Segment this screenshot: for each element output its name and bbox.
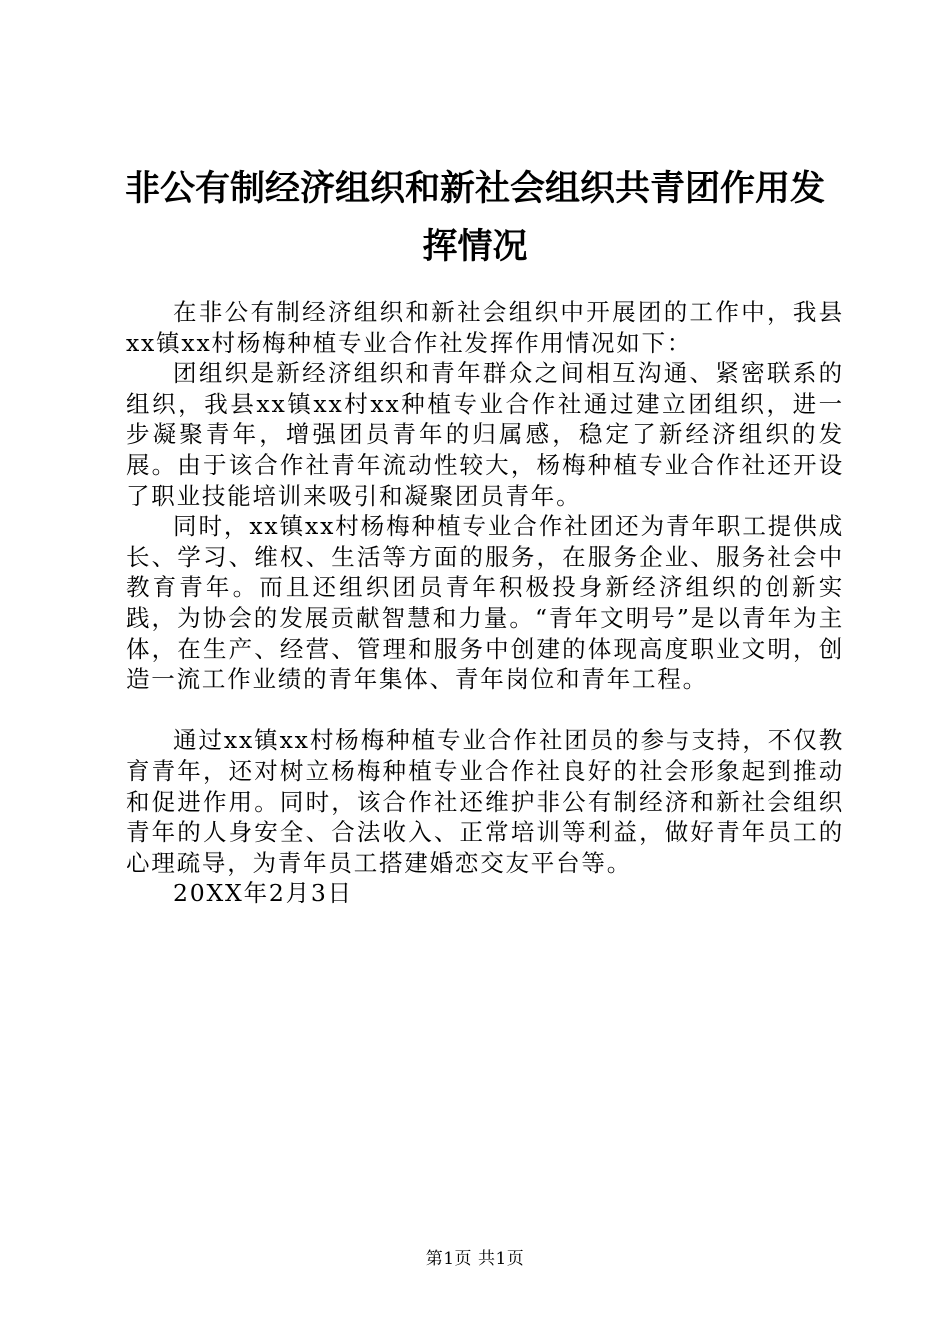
- paragraph-support: 通过xx镇xx村杨梅种植专业合作社团员的参与支持，不仅教育青年，还对树立杨梅种植专业合作社良好的社会形象起到推动和促进作用。同时，该合作社还维护非公有制经济和新社会组织青年的人身安全、合法收入、正常培训等利益，做好青年员工的心理疏导，为青年员工搭建婚恋交友平台等。: [126, 726, 844, 877]
- page-footer: 第1页 共1页: [425, 1249, 525, 1269]
- paragraph-intro: 在非公有制经济组织和新社会组织中开展团的工作中，我县xx镇xx村杨梅种植专业合作社发挥作用情况如下：: [126, 298, 844, 357]
- paragraph-services: 同时，xx镇xx村杨梅种植专业合作社团还为青年职工提供成长、学习、维权、生活等方面的服务，在服务企业、服务社会中教育青年。而且还组织团员青年积极投身新经济组织的创新实践，为协会的发展贡献智慧和力量。“青年文明号”是以青年为主体，在生产、经营、管理和服务中创建的体现高度职业文明，创造一流工作业绩的青年集体、青年岗位和青年工程。: [126, 512, 844, 694]
- paragraph-organization: 团组织是新经济组织和青年群众之间相互沟通、紧密联系的组织，我县xx镇xx村xx种植专业合作社通过建立团组织，进一步凝聚青年，增强团员青年的归属感，稳定了新经济组织的发展。由于该合作社青年流动性较大，杨梅种植专业合作社还开设了职业技能培训来吸引和凝聚团员青年。: [126, 359, 844, 510]
- document-body: [126, 297, 844, 909]
- document-date: 20XX年2月3日: [173, 879, 353, 908]
- paragraph-spacer: [126, 695, 844, 726]
- page-title: 非公有制经济组织和新社会组织共青团作用发挥情况: [124, 169, 825, 267]
